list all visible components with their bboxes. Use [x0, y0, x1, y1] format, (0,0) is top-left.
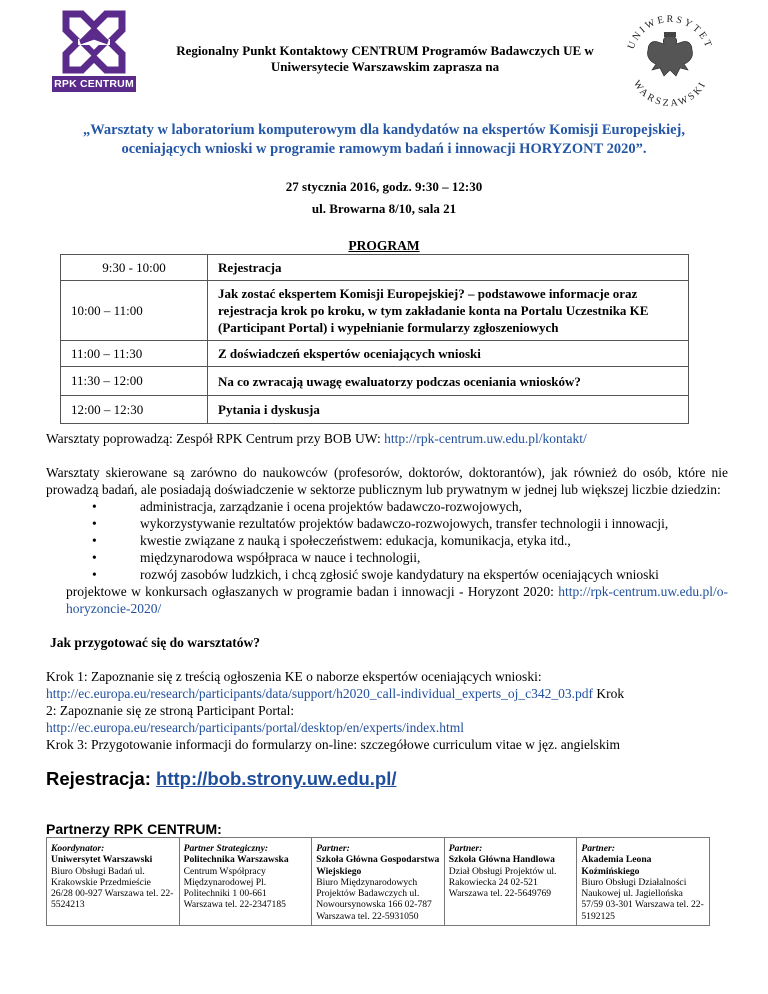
svg-text:WARSZAWSKI: WARSZAWSKI	[630, 78, 710, 110]
partner-details: Biuro Obsługi Badań ul. Krakowskie Przedmieście 26/28 00-927 Warszawa tel. 22-5524213	[51, 865, 174, 911]
partner-cell	[179, 838, 312, 926]
partner-role: Partner Strategiczny:	[183, 843, 269, 854]
partner-details: Biuro Międzynarodowych Projektów Badawczych ul. Nowoursynowska 166 02-787 Warszawa tel. 22-5931050	[316, 876, 432, 922]
uw-seal-logo	[618, 6, 722, 110]
bullet-icon: •	[92, 550, 97, 565]
program-table	[60, 254, 689, 424]
call-pdf-link[interactable]: http://ec.europa.eu/research/participants/data/support/h2020_call-individual_experts_oj_c342_03.pdf	[46, 686, 593, 701]
svg-text:UNIWERSYTET: UNIWERSYTET	[625, 13, 715, 51]
program-row	[61, 396, 689, 424]
partners-heading: Partnerzy RPK CENTRUM:	[46, 821, 222, 837]
partner-org: Uniwersytet Warszawski	[51, 854, 153, 866]
step-3: Krok 3: Przygotowanie informacji do formularzy on-line: szczegółowe curriculum vitae w jęz. angielskim	[46, 737, 620, 752]
program-topic: Na co zwracają uwagę ewaluatorzy podczas oceniania wniosków?	[208, 367, 689, 396]
list-item: • administracja, zarządzanie i ocena projektów badawczo-rozwojowych,	[92, 499, 522, 514]
program-row	[61, 341, 689, 367]
partner-role: Partner:	[448, 843, 483, 854]
audience-intro: Warsztaty skierowane są zarówno do naukowców (profesorów, doktorów, doktorantów), jak również do osób, które nie prowadzą badań, ale posiadają doświadczenie w sektorze publicznym lub prywatnym w jednej lub większej liczbie dziedzin:	[46, 465, 728, 497]
header-line-2: Uniwersytecie Warszawskim zaprasza na	[270, 59, 500, 74]
program-time: 11:30 – 12:00	[61, 367, 208, 396]
step-1: Krok 1: Zapoznanie się z treścią ogłoszenia KE o naborze ekspertów oceniających wnioski:	[46, 669, 542, 684]
contact-link[interactable]: http://rpk-centrum.uw.edu.pl/kontakt/	[384, 431, 587, 446]
registration-link[interactable]: http://bob.strony.uw.edu.pl/	[156, 768, 397, 789]
partner-cell	[47, 838, 180, 926]
partner-role: Koordynator:	[51, 843, 105, 854]
program-time: 9:30 - 10:00	[61, 255, 208, 281]
list-item: • wykorzystywanie rezultatów projektów badawczo-rozwojowych, transfer technologii i innowacji,	[92, 516, 669, 531]
eagle-seal-icon	[618, 6, 722, 110]
step-2-prefix: Krok	[596, 686, 625, 701]
partner-org: Szkoła Główna Gospodarstwa Wiejskiego	[316, 854, 440, 877]
prep-heading: Jak przygotować się do warsztatów?	[50, 635, 260, 650]
program-row	[61, 281, 689, 341]
rpk-centrum-logo	[52, 6, 136, 94]
partners-table	[46, 837, 710, 926]
audience-section	[46, 464, 728, 617]
workshop-leaders	[46, 430, 728, 447]
partner-cell	[577, 838, 710, 926]
bullet-icon: •	[92, 516, 97, 531]
audience-list	[46, 498, 728, 583]
partner-role: Partner:	[581, 843, 615, 854]
step-2: 2: Zapoznanie się ze stroną Participant Portal:	[46, 703, 295, 718]
workshop-title	[30, 121, 738, 159]
program-topic: Z doświadczeń ekspertów oceniających wnioski	[208, 341, 689, 367]
program-heading: PROGRAM	[348, 238, 420, 253]
event-place: ul. Browarna 8/10, sala 21	[311, 201, 457, 216]
partner-cell	[312, 838, 445, 926]
program-time: 10:00 – 11:00	[61, 281, 208, 341]
partner-details: Biuro Obsługi Działalności Naukowej ul. Jagiellońska 57/59 03-301 Warszawa tel. 22-5192125	[581, 876, 704, 922]
participant-portal-link[interactable]: http://ec.europa.eu/research/participants/portal/desktop/en/experts/index.html	[46, 720, 464, 735]
program-time: 12:00 – 12:30	[61, 396, 208, 424]
partner-org: Szkoła Główna Handlowa	[448, 854, 555, 866]
registration	[46, 768, 397, 790]
title-line-1: „Warsztaty w laboratorium komputerowym dla kandydatów na ekspertów Komisji Europejskiej,	[82, 122, 686, 138]
bullet-icon: •	[92, 533, 97, 548]
leaders-text: Warsztaty poprowadzą: Zespół RPK Centrum przy BOB UW:	[46, 431, 385, 446]
partner-org: Politechnika Warszawska	[183, 854, 289, 866]
partner-details: Centrum Współpracy Międzynarodowej Pl. Politechniki 1 00-661 Warszawa tel. 22-2347185	[183, 865, 286, 911]
partner-role: Partner:	[316, 843, 350, 854]
rpk-emblem-icon	[52, 6, 136, 76]
invitation-header	[150, 43, 620, 75]
title-line-2: oceniających wnioski w programie ramowym badań i innowacji HORYZONT 2020”.	[121, 141, 647, 157]
program-topic: Jak zostać ekspertem Komisji Europejskiej? – podstawowe informacje oraz rejestracja krok po kroku, w tym zakładanie konta na Portalu Uczestnika KE (Participant Portal) i wypełnianie formularzy zgłoszeniowych	[208, 281, 689, 341]
partner-org: Akademia Leona Koźmińskiego	[581, 854, 652, 877]
program-topic: Pytania i dyskusja	[208, 396, 689, 424]
rpk-logo-text: RPK CENTRUM	[52, 76, 136, 92]
partner-cell	[444, 838, 577, 926]
program-time: 11:00 – 11:30	[61, 341, 208, 367]
header-line-1: Regionalny Punkt Kontaktowy CENTRUM Programów Badawczych UE w	[176, 43, 594, 58]
audience-continuation: projektowe w konkursach ogłaszanych w programie badan i innowacji - Horyzont 2020: http://rpk-centrum.uw.edu.pl/o-horyzoncie-2020/	[66, 584, 728, 616]
registration-label: Rejestracja:	[46, 768, 157, 789]
list-item: • kwestie związane z nauką i społeczeństwem: edukacja, komunikacja, etyka itd.,	[92, 533, 571, 548]
bullet-icon: •	[92, 567, 97, 582]
event-date: 27 stycznia 2016, godz. 9:30 – 12:30	[285, 179, 483, 194]
program-row	[61, 255, 689, 281]
program-topic: Rejestracja	[208, 255, 689, 281]
program-row	[61, 367, 689, 396]
list-item: • międzynarodowa współpraca w nauce i technologii,	[92, 550, 421, 565]
horizon-link[interactable]: http://rpk-centrum.uw.edu.pl/o-horyzoncie-2020/	[66, 584, 728, 616]
prep-steps	[46, 668, 728, 753]
partner-details: Dział Obsługi Projektów ul. Rakowiecka 24 02-521 Warszawa tel. 22-5649769	[448, 865, 557, 900]
bullet-icon: •	[92, 499, 97, 514]
list-item: • rozwój zasobów ludzkich, i chcą zgłosić swoje kandydatury na ekspertów oceniających wnioski	[92, 567, 659, 582]
